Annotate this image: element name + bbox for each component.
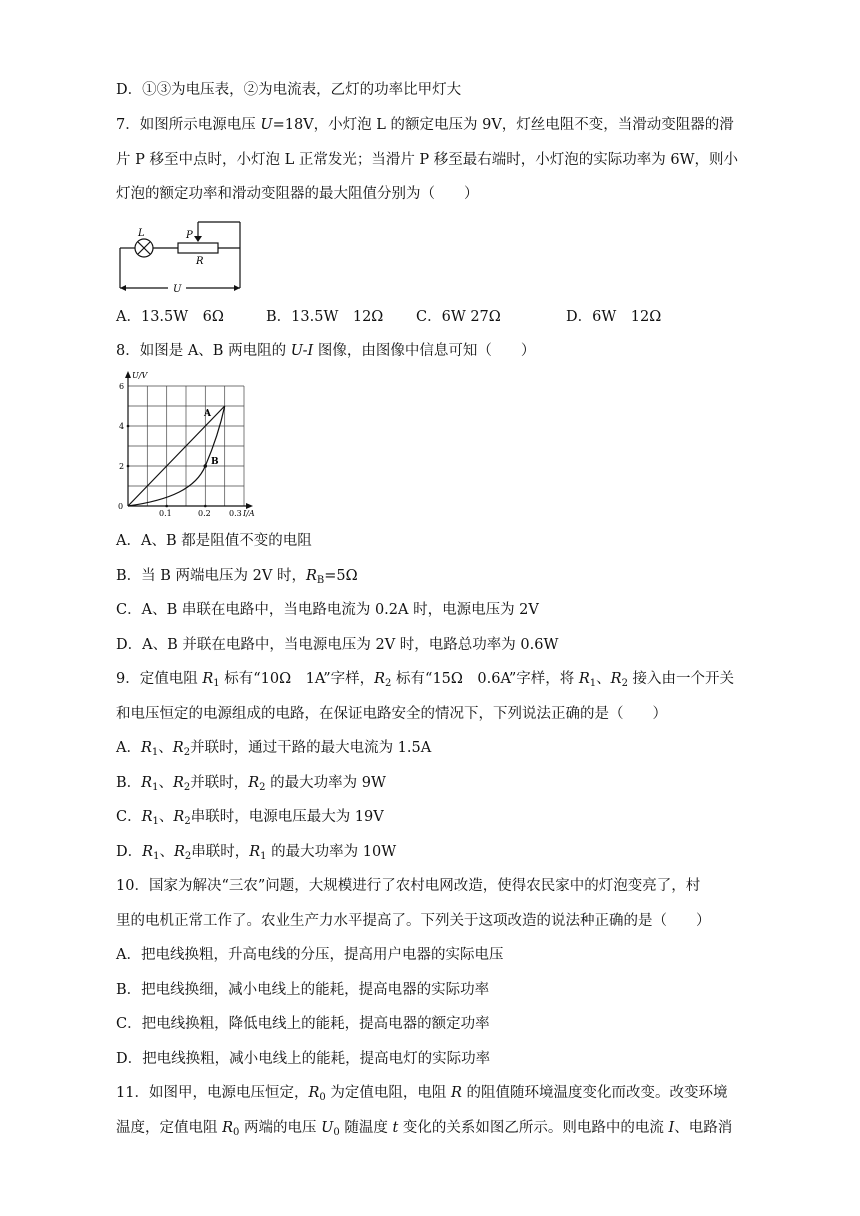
q10-option-d[interactable]: D．把电线换粗，减小电线上的能耗，提高电灯的实际功率 [116,1051,491,1067]
q7-option-c[interactable]: C．6W 27Ω [416,309,501,325]
y-axis-label: U/V [132,371,148,380]
y-tick-6: 6 [119,382,125,391]
q10-option-a[interactable]: A．把电线换粗，升高电线的分压，提高用户电器的实际电压 [116,947,504,963]
q7-stem-line2: 片 P 移至中点时，小灯泡 L 正常发光；当滑片 P 移至最右端时，小灯泡的实际功率为 6W，则小 [116,152,739,168]
q7-circuit-diagram [116,218,256,296]
q7-option-a[interactable]: A．13.5W 6Ω [116,309,224,325]
q8-option-c[interactable]: C．A、B 串联在电路中，当电路电流为 0.2A 时，电源电压为 2V [116,602,539,618]
q10-stem-line1: 10．国家为解决“三农”问题，大规模进行了农村电网改造，使得农民家中的灯泡变亮了，村 [116,878,701,894]
q7-option-b[interactable]: B．13.5W 12Ω [266,309,384,325]
rheostat-symbol [178,243,218,253]
q7-options [116,307,756,327]
y-tick-4: 4 [119,422,125,431]
q10-stem-line2: 里的电机正常工作了。农业生产力水平提高了。下列关于这项改造的说法种正确的是（ ） [116,913,711,929]
series-a-label: A [204,409,211,419]
q8-option-d[interactable]: D．A、B 并联在电路中，当电源电压为 2V 时，电路总功率为 0.6W [116,637,559,653]
voltage-label: U [173,284,182,295]
q9-stem-line1: 9．定值电阻 $R_1$ 标有“10Ω 1A”字样，$R_2$ 标有“15Ω 0.6A”字样，将 $R_1$、$R_2$ 接入由一个开关 [116,671,735,689]
series-b-label: B [211,457,219,467]
q9-option-d[interactable]: D．$R_1$、$R_2$串联时，$R_1$ 的最大功率为 10W [116,844,397,862]
q8-ui-graph [116,368,256,520]
q8-stem: 8．如图是 A、B 两电阻的 U-I 图像，由图像中信息可知（ ） [116,343,536,359]
x-axis-label: I/A [243,509,255,518]
q10-option-b[interactable]: B．把电线换细，减小电线上的能耗，提高电器的实际功率 [116,982,490,998]
series-a-line [128,406,225,506]
q9-option-a[interactable]: A．$R_1$、$R_2$并联时，通过干路的最大电流为 1.5A [116,740,432,758]
q8-option-a[interactable]: A．A、B 都是阻值不变的电阻 [116,533,312,549]
x-tick-02: 0.2 [198,509,211,518]
lamp-label: L [138,228,145,239]
q8-option-b[interactable]: B．当 B 两端电压为 2V 时，$R_B=5\Omega$ [116,568,358,586]
q10-option-c[interactable]: C．把电线换粗，降低电线上的能耗，提高电器的额定功率 [116,1016,490,1032]
x-tick-01: 0.1 [159,509,172,518]
q9-option-c[interactable]: C．$R_1$、$R_2$串联时，电源电压最大为 19V [116,809,384,827]
q6-option-d: D．①③为电压表，②为电流表，乙灯的功率比甲灯大 [116,82,462,98]
y-tick-0: 0 [118,502,124,511]
q7-stem-line3: 灯泡的额定功率和滑动变阻器的最大阻值分别为（ ） [116,186,479,202]
q11-stem-line2: 温度，定值电阻 $R_0$ 两端的电压 $U_0$ 随温度 t 变化的关系如图乙所示。则电路中的电流 I、电路消 [116,1120,733,1138]
x-tick-03: 0.3 [229,509,242,518]
resistor-label: R [196,256,204,267]
y-tick-2: 2 [119,462,125,471]
q11-stem-line1: 11．如图甲，电源电压恒定，$R_0$ 为定值电阻，电阻 R 的阻值随环境温度变化而改变。改变环境 [116,1085,728,1103]
lamp-symbol [135,239,153,257]
q7-option-d[interactable]: D．6W 12Ω [566,309,662,325]
q9-option-b[interactable]: B．$R_1$、$R_2$并联时，$R_2$ 的最大功率为 9W [116,775,386,793]
q7-stem-line1: 7．如图所示电源电压 U=18V，小灯泡 L 的额定电压为 9V，灯丝电阻不变，当滑动变阻器的滑 [116,117,734,133]
q9-stem-line2: 和电压恒定的电源组成的电路，在保证电路安全的情况下，下列说法正确的是（ ） [116,706,667,722]
slider-label: P [186,230,193,241]
